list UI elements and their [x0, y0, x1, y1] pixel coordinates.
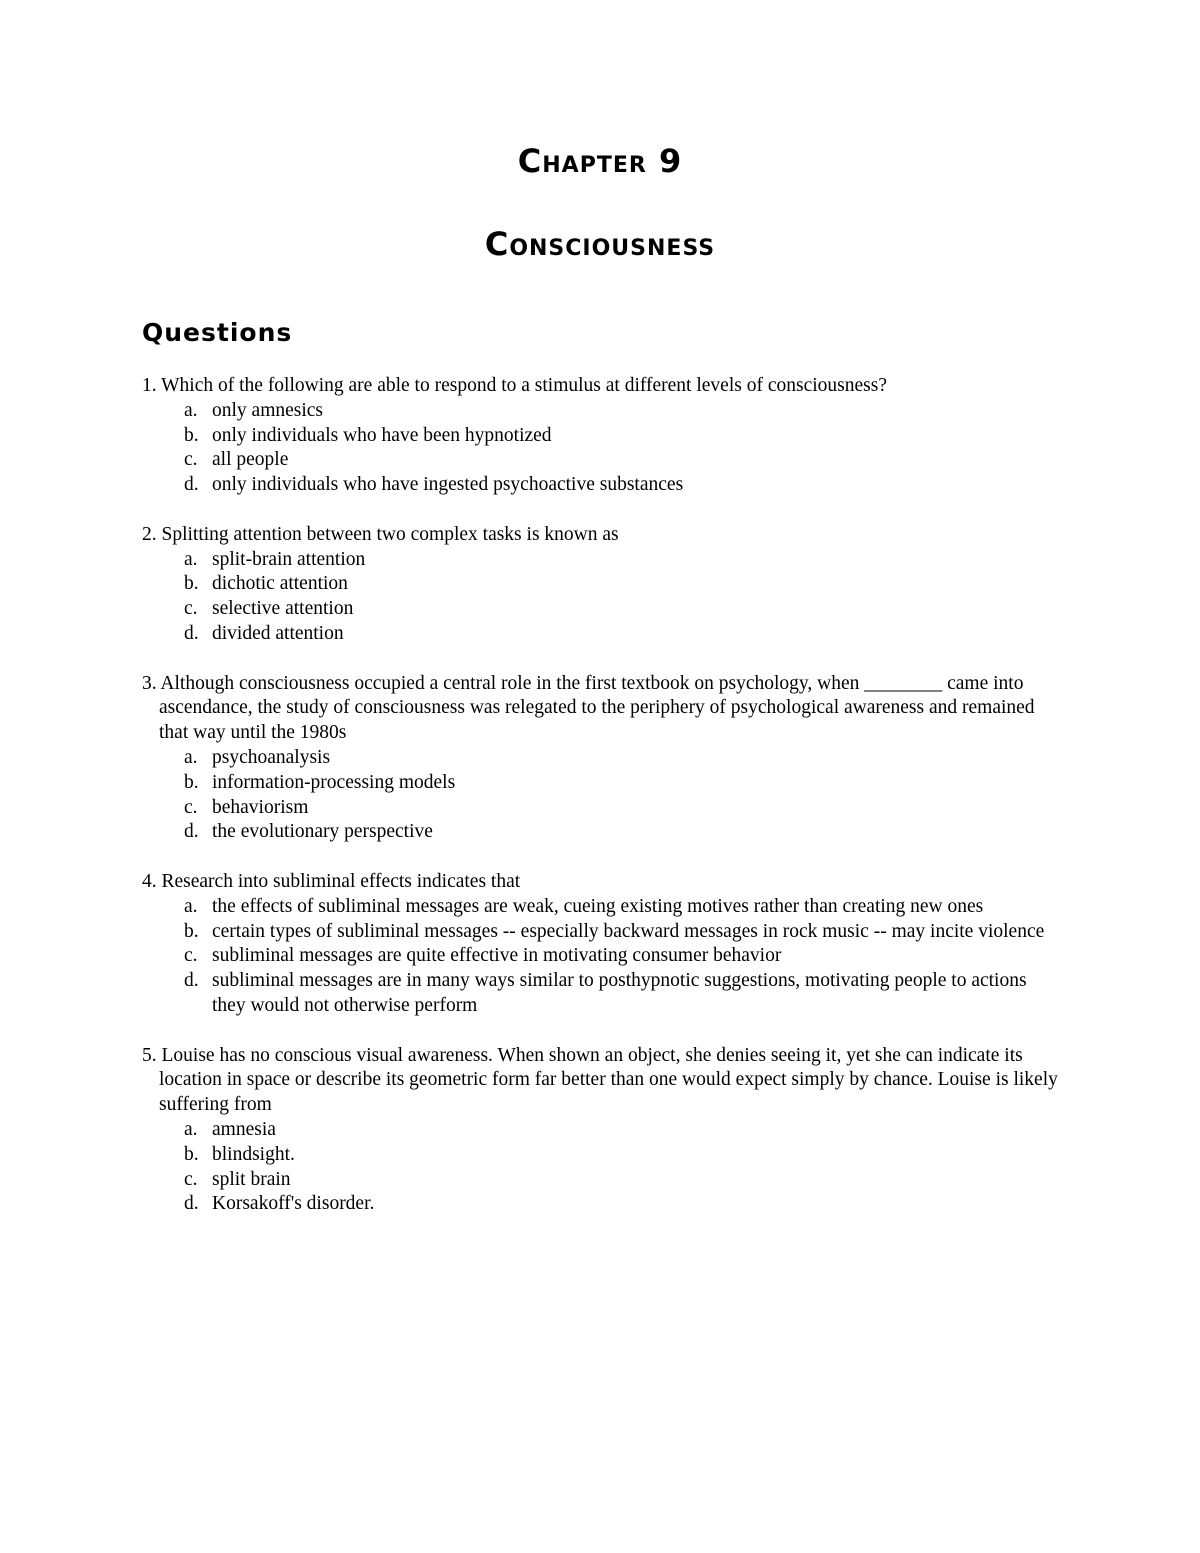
- answer-choice: [142, 1143, 1062, 1168]
- choice-letter: c.: [184, 1168, 198, 1190]
- answer-choice: [142, 424, 1062, 449]
- question-5: [142, 1044, 1062, 1218]
- section-heading: Questions: [142, 318, 293, 347]
- question-2: [142, 523, 1062, 647]
- choice-text: split brain: [212, 1168, 291, 1190]
- answer-choice: [142, 597, 1062, 622]
- choice-letter: c.: [184, 796, 198, 818]
- choice-text: subliminal messages are quite effective in motivating consumer behavior: [212, 945, 782, 967]
- answer-choices: [142, 895, 1062, 1019]
- choice-letter: a.: [184, 548, 198, 570]
- question-stem: 3. Although consciousness occupied a central role in the first textbook on psychology, when ________ came into ascendance, the study of consciousness was relegated to the periphery of psychological awareness and remained that way until the 1980s: [142, 672, 1035, 744]
- answer-choices: [142, 548, 1062, 647]
- answer-choices: [142, 399, 1062, 498]
- question-4: [142, 870, 1062, 1019]
- answer-choice: [142, 548, 1062, 573]
- answer-choice: [142, 1168, 1062, 1193]
- choice-text: the effects of subliminal messages are weak, cueing existing motives rather than creating new ones: [212, 895, 984, 917]
- choice-text: the evolutionary perspective: [212, 821, 433, 843]
- choice-text: only individuals who have ingested psychoactive substances: [212, 474, 684, 496]
- choice-letter: c.: [184, 945, 198, 967]
- choice-letter: d.: [184, 970, 199, 992]
- answer-choice: [142, 746, 1062, 771]
- choice-text: all people: [212, 449, 289, 471]
- choice-text: certain types of subliminal messages -- especially backward messages in rock music -- may incite violence: [212, 920, 1045, 942]
- choice-text: psychoanalysis: [212, 746, 331, 768]
- answer-choices: [142, 1118, 1062, 1217]
- answer-choice: [142, 622, 1062, 647]
- choice-text: Korsakoff's disorder.: [212, 1193, 375, 1215]
- choice-text: only amnesics: [212, 399, 324, 421]
- choice-letter: d.: [184, 821, 199, 843]
- choice-letter: b.: [184, 920, 199, 942]
- choice-letter: a.: [184, 895, 198, 917]
- choice-text: amnesia: [212, 1118, 276, 1140]
- answer-choice: [142, 969, 1062, 1019]
- choice-text: only individuals who have been hypnotized: [212, 424, 552, 446]
- question-stem: 4. Research into subliminal effects indicates that: [142, 870, 521, 892]
- question-stem: 5. Louise has no conscious visual awareness. When shown an object, she denies seeing it, yet she can indicate its location in space or describe its geometric form far better than one would expect simply by chance. Louise is likely suffering from: [142, 1044, 1058, 1116]
- answer-choice: [142, 796, 1062, 821]
- choice-text: divided attention: [212, 622, 344, 644]
- choice-letter: b.: [184, 771, 199, 793]
- choice-letter: a.: [184, 746, 198, 768]
- question-1: [142, 374, 1062, 498]
- choice-letter: d.: [184, 1193, 199, 1215]
- answer-choice: [142, 820, 1062, 845]
- choice-letter: d.: [184, 622, 199, 644]
- answer-choice: [142, 920, 1062, 945]
- question-stem: 2. Splitting attention between two complex tasks is known as: [142, 523, 619, 545]
- question-stem: 1. Which of the following are able to respond to a stimulus at different levels of consciousness?: [142, 375, 887, 396]
- choice-text: subliminal messages are in many ways similar to posthypnotic suggestions, motivating people to actions they would not otherwise perform: [212, 970, 1027, 1016]
- question-3: [142, 672, 1062, 846]
- answer-choice: [142, 448, 1062, 473]
- chapter-title: Chapter 9: [517, 142, 683, 180]
- answer-choice: [142, 399, 1062, 424]
- choice-letter: c.: [184, 598, 198, 620]
- choice-letter: b.: [184, 573, 199, 595]
- answer-choice: [142, 1192, 1062, 1217]
- choice-letter: a.: [184, 1118, 198, 1140]
- choice-text: dichotic attention: [212, 573, 348, 595]
- choice-text: information-processing models: [212, 771, 456, 793]
- answer-choice: [142, 895, 1062, 920]
- answer-choice: [142, 771, 1062, 796]
- choice-text: selective attention: [212, 598, 354, 620]
- answer-choice: [142, 1118, 1062, 1143]
- choice-letter: b.: [184, 424, 199, 446]
- choice-letter: d.: [184, 474, 199, 496]
- choice-text: behaviorism: [212, 796, 309, 818]
- choice-letter: a.: [184, 399, 198, 421]
- answer-choice: [142, 944, 1062, 969]
- choice-text: split-brain attention: [212, 548, 366, 570]
- answer-choice: [142, 473, 1062, 498]
- question-list: [142, 374, 1062, 1242]
- chapter-subtitle: Consciousness: [484, 225, 716, 263]
- choice-letter: c.: [184, 449, 198, 471]
- choice-letter: b.: [184, 1143, 199, 1165]
- answer-choices: [142, 746, 1062, 845]
- answer-choice: [142, 572, 1062, 597]
- choice-text: blindsight.: [212, 1143, 295, 1165]
